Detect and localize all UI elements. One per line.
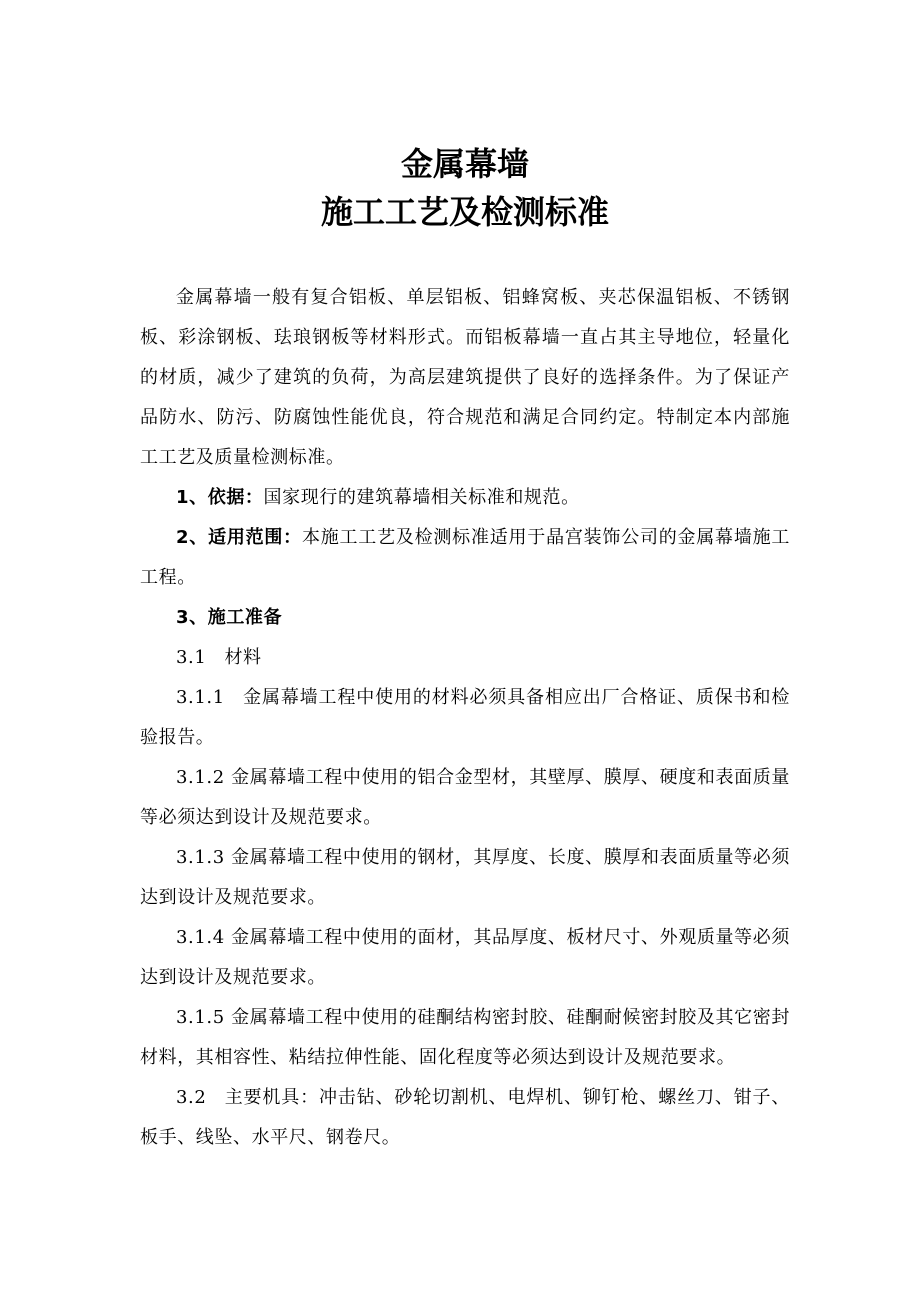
basis-paragraph <box>140 478 790 518</box>
item-3-1-1-number: 3.1.1 <box>176 687 225 708</box>
materials-number: 3.1 <box>176 647 207 668</box>
intro-paragraph: 金属幕墙一般有复合铝板、单层铝板、铝蜂窝板、夹芯保温铝板、不锈钢板、彩涂钢板、珐琅钢板等材料形式。而铝板幕墙一直占其主导地位，轻量化的材质，减少了建筑的负荷，为高层建筑提供了良好的选择条件。为了保证产品防水、防污、防腐蚀性能优良，符合规范和满足合同约定。特制定本内部施工工艺及质量检测标准。 <box>140 287 790 468</box>
materials-heading <box>140 638 790 678</box>
item-3-1-1 <box>140 678 790 758</box>
document-title <box>140 140 790 236</box>
item-3-1-1-text: 金属幕墙工程中使用的材料必须具备相应出厂合格证、质保书和检验报告。 <box>140 687 790 748</box>
title-line-2: 施工工艺及检测标准 <box>320 193 609 231</box>
scope-label: 2、适用范围： <box>176 527 302 548</box>
tools-paragraph <box>140 1078 790 1158</box>
prep-label: 3、施工准备 <box>176 607 283 628</box>
item-3-1-2: 3.1.2 金属幕墙工程中使用的铝合金型材，其壁厚、膜厚、硬度和表面质量等必须达到设计及规范要求。 <box>140 767 790 828</box>
materials-label: 材料 <box>224 647 262 668</box>
item-3-1-5: 3.1.5 金属幕墙工程中使用的硅酮结构密封胶、硅酮耐候密封胶及其它密封材料，其相容性、粘结拉伸性能、固化程度等必须达到设计及规范要求。 <box>140 1007 790 1068</box>
tools-text: 主要机具：冲击钻、砂轮切割机、电焊机、铆钉枪、螺丝刀、钳子、板手、线坠、水平尺、钢卷尺。 <box>140 1087 790 1148</box>
tools-number: 3.2 <box>176 1087 207 1108</box>
basis-label: 1、依据： <box>176 487 264 508</box>
title-line-1: 金属幕墙 <box>400 145 529 183</box>
scope-paragraph <box>140 518 790 598</box>
item-3-1-4: 3.1.4 金属幕墙工程中使用的面材，其品厚度、板材尺寸、外观质量等必须达到设计及规范要求。 <box>140 927 790 988</box>
scope-text: 本施工工艺及检测标准适用于晶宫装饰公司的金属幕墙施工工程。 <box>140 527 790 588</box>
basis-text: 国家现行的建筑幕墙相关标准和规范。 <box>263 487 580 508</box>
prep-heading <box>140 598 790 638</box>
item-3-1-3: 3.1.3 金属幕墙工程中使用的钢材，其厚度、长度、膜厚和表面质量等必须达到设计及规范要求。 <box>140 847 790 908</box>
document-body <box>140 278 790 1158</box>
